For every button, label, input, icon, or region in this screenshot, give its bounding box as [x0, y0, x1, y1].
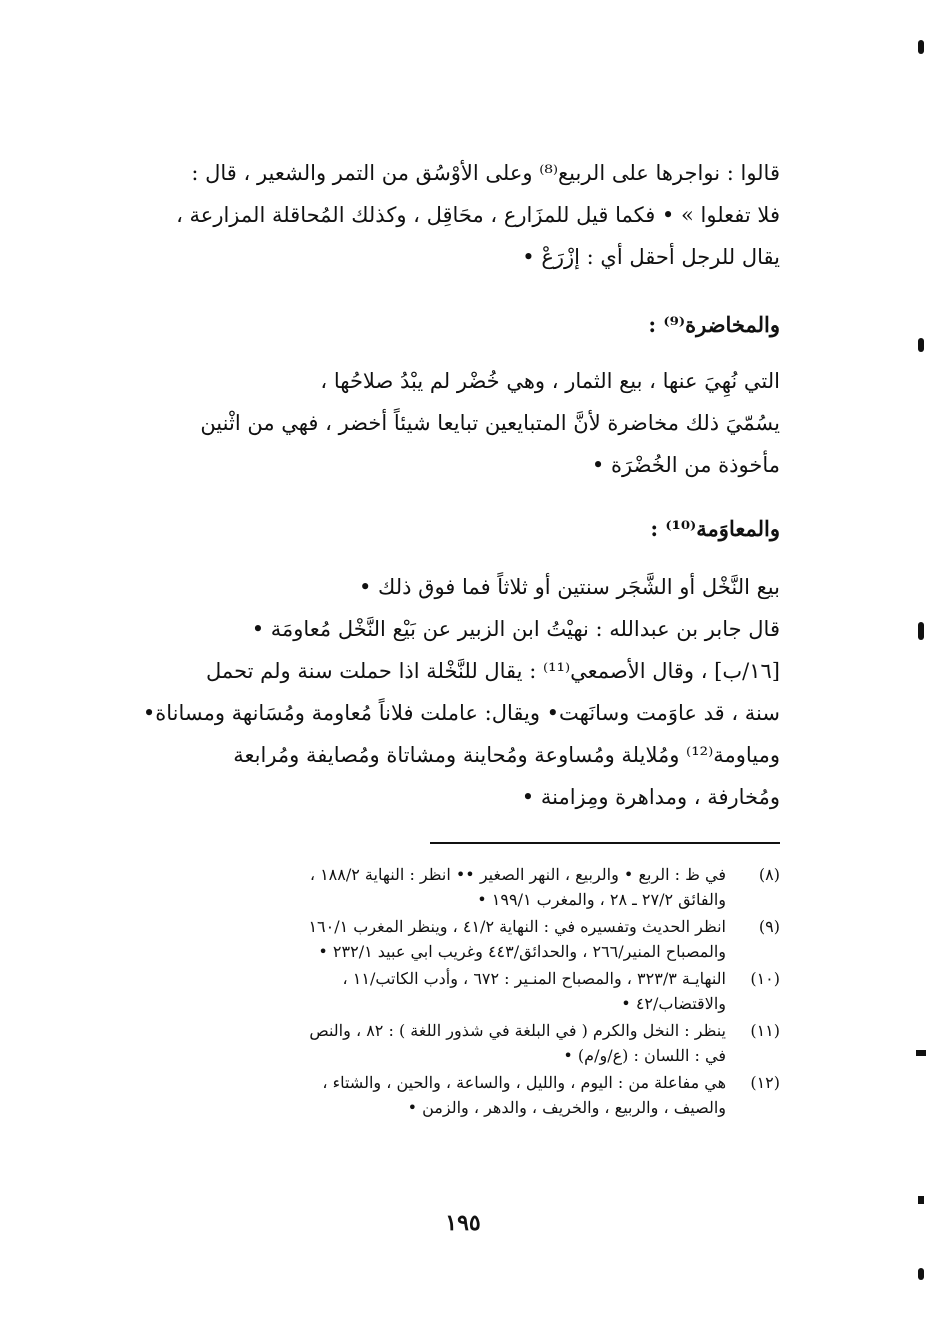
paragraph-muawama	[120, 566, 780, 818]
section-heading-muawama	[120, 508, 780, 550]
footnote-line: والفائق ٢٧/٢ ـ ٢٨ ، والمغرب ١٩٩/١ •	[477, 890, 726, 909]
footnote-9	[126, 914, 780, 964]
footnote-11	[126, 1018, 780, 1068]
scan-edge-mark	[918, 338, 924, 352]
footnote-12	[126, 1070, 780, 1120]
text-line: قالوا : نواجرها على الربيع⁽⁸⁾ وعلى الأوْسُق من التمر والشعير ، قال :	[191, 161, 780, 185]
section-heading-mukhadara	[120, 304, 780, 346]
footnote-number: (٩)	[758, 917, 780, 936]
footnote-line: انظر الحديث وتفسيره في : النهاية ٤١/٢ ، وينظر المغرب ١٦٠/١	[308, 917, 726, 936]
footnote-number: (١٢)	[750, 1073, 780, 1092]
text-line: فلا تفعلوا » • فكما قيل للمزَارع ، محَاقِل ، وكذلك المُحاقلة المزارعة ،	[176, 203, 780, 227]
footnote-line: هي مفاعلة من : اليوم ، والليل ، والساعة ، والحين ، والشتاء ،	[322, 1073, 726, 1092]
text-line: يقال للرجل أحقل أي : إزْرَعْ •	[522, 245, 780, 269]
text-line: ومُخارفة ، ومداهرة ومِزامنة •	[521, 785, 780, 809]
text-line: بيع النَّخْل أو الشَّجَر سنتين أو ثلاثاً فما فوق ذلك •	[358, 575, 780, 599]
scan-edge-mark	[918, 1196, 924, 1204]
footnote-line: في : اللسان : (ع/و/م) •	[563, 1046, 726, 1065]
text-line: مأخوذة من الخُضْرَة •	[591, 453, 780, 477]
scan-edge-mark	[918, 622, 924, 640]
text-line: التي نُهِيَ عنها ، بيع الثمار ، وهي خُضْر لم يبْدُ صلاحُها ،	[320, 369, 780, 393]
scan-edge-mark	[916, 1050, 926, 1056]
footnotes	[126, 862, 780, 1122]
text-line: ومياومة⁽¹²⁾ ومُلايلة ومُساوعة ومُحاينة ومشاتاة ومُصايفة ومُرابعة	[233, 743, 780, 767]
footnote-10	[126, 966, 780, 1016]
footnote-line: في ظ : الربع • والربيع ، النهر الصغير •• انظر : النهاية ١٨٨/٢ ،	[309, 865, 726, 884]
text-line: [١٦/ب] ، وقال الأصمعي⁽¹¹⁾ : يقال للنَّخْلة اذا حملت سنة ولم تحمل	[206, 659, 780, 683]
text-line: قال جابر بن عبدالله : نهيْتُ ابن الزبير عن بَيْع النَّخْل مُعاومَة •	[251, 617, 780, 641]
footnote-line: والمصباح المنير/٢٦٦ ، والحدائق/٤٤٣ وغريب ابي عبيد ٢٣٢/١ •	[318, 942, 726, 961]
scan-edge-mark	[918, 1268, 924, 1280]
paragraph-muhaqala	[120, 152, 780, 278]
footnote-line: والصيف ، والربيع ، والخريف ، والدهر ، والزمن •	[407, 1098, 726, 1117]
footnote-8	[126, 862, 780, 912]
footnote-line: والاقتضاب/٤٢ •	[621, 994, 726, 1013]
text-line: سنة ، قد عاوَمت وسانَهت• ويقال: عاملت فلاناً مُعاومة ومُسَانهة ومساناة•	[142, 701, 780, 725]
heading-text: والمعاوَمة⁽¹⁰⁾ :	[650, 516, 780, 541]
scan-edge-mark	[918, 40, 924, 54]
footnote-separator	[430, 842, 780, 844]
footnote-line: ينظر : النخل والكرم ( في البلغة في شذور اللغة ) : ٨٢ ، والنص	[309, 1021, 726, 1040]
footnote-number: (١٠)	[750, 969, 780, 988]
page-number: ١٩٥	[445, 1210, 481, 1236]
footnote-line: النهايـة ٣٢٣/٣ ، والمصباح المنـير : ٦٧٢ ، وأدب الكاتب/١١ ،	[342, 969, 726, 988]
paragraph-mukhadara	[120, 360, 780, 486]
heading-text: والمخاضرة⁽⁹⁾ :	[648, 312, 780, 337]
footnote-number: (٨)	[758, 865, 780, 884]
text-line: يسُمّيَ ذلك مخاضرة لأنَّ المتبايعين تبايعا شيئاً أخضر ، فهي من اثْنين	[200, 411, 780, 435]
footnote-number: (١١)	[750, 1021, 780, 1040]
